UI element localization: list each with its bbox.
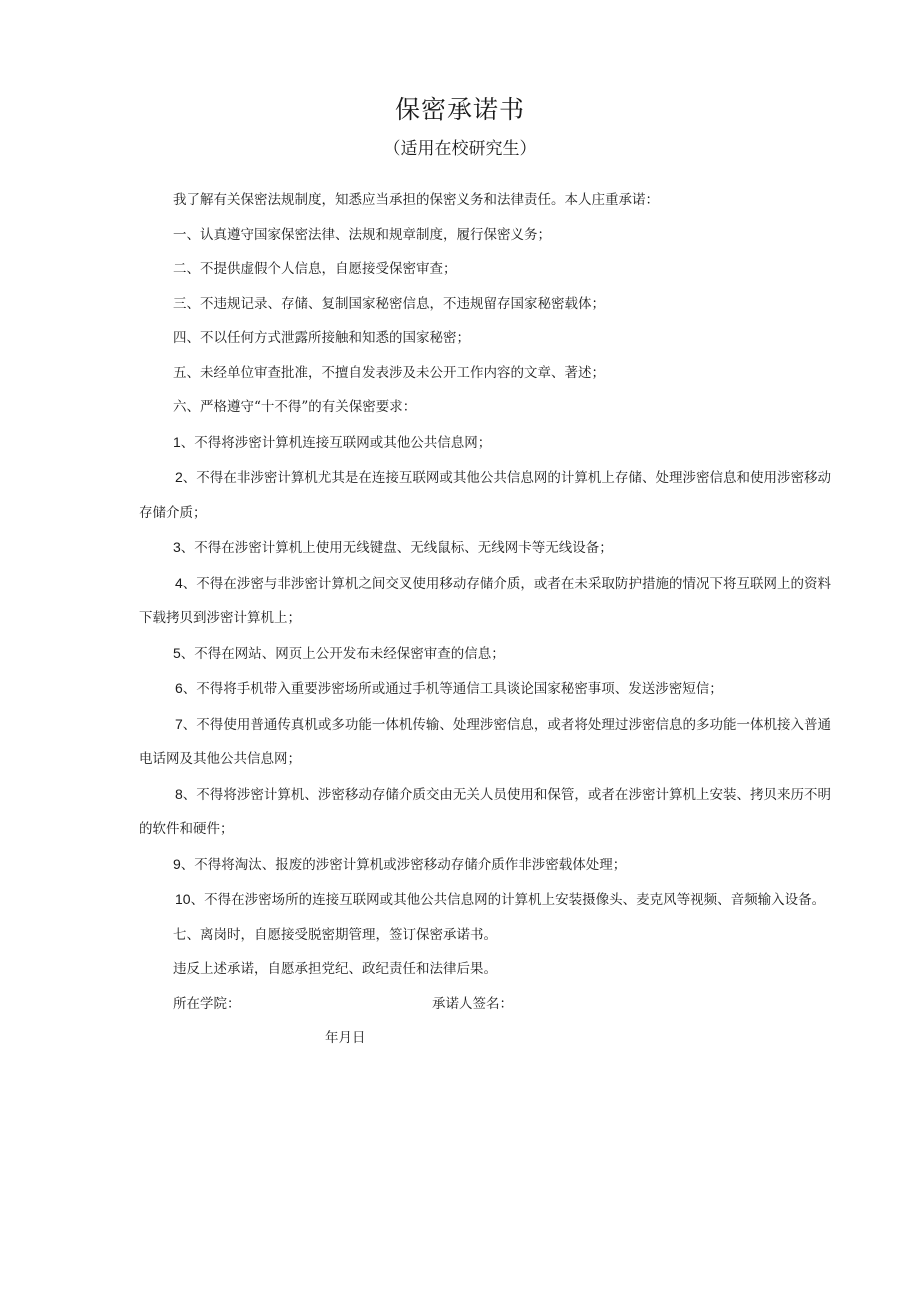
rule-text: 、不得在涉密场所的连接互联网或其他公共信息网的计算机上安装摄像头、麦克风等视频、音频输入设备。 — [190, 892, 826, 908]
date-row — [139, 1021, 831, 1056]
rule-9 — [139, 847, 831, 883]
rule-text: 、不得使用普通传真机或多功能一体机传输、处理涉密信息，或者将处理过涉密信息的多功能一体机接入普通电话网及其他公共信息网； — [139, 716, 831, 767]
rule-4 — [139, 566, 831, 636]
date-label: 年月日 — [325, 1030, 366, 1046]
item-5: 五、未经单位审查批准，不擅自发表涉及未公开工作内容的文章、著述； — [173, 364, 605, 381]
rule-6 — [139, 671, 831, 707]
intro-paragraph: 我了解有关保密法规制度，知悉应当承担的保密义务和法律责任。本人庄重承诺： — [173, 192, 659, 208]
rule-number: 6 — [175, 680, 183, 696]
rule-text: 、不得在涉密计算机上使用无线键盘、无线鼠标、无线网卡等无线设备； — [180, 540, 613, 556]
signature-row — [139, 987, 831, 1022]
item-6: 六、严格遵守“十不得”的有关保密要求： — [173, 399, 417, 415]
item-4: 四、不以任何方式泄露所接触和知悉的国家秘密； — [173, 330, 470, 346]
rule-number: 7 — [175, 715, 183, 732]
rule-number: 3 — [173, 539, 181, 555]
document-title: 保密承诺书 — [394, 95, 525, 124]
document-subtitle: （适用在校研究生） — [383, 139, 537, 159]
document-body — [139, 183, 831, 1056]
rule-text: 、不得将涉密计算机、涉密移动存储介质交由无关人员使用和保管，或者在涉密计算机上安装、拷贝来历不明的软件和硬件； — [139, 786, 831, 837]
rule-text: 、不得将涉密计算机连接互联网或其他公共信息网； — [180, 434, 492, 451]
rule-text: 、不得在涉密与非涉密计算机之间交叉使用移动存储介质，或者在未采取防护措施的情况下将互联网上的资料下载拷贝到涉密计算机上； — [139, 575, 831, 626]
rule-text: 、不得在非涉密计算机尤其是在连接互联网或其他公共信息网的计算机上存储、处理涉密信息和使用涉密移动存储介质； — [139, 470, 831, 521]
item-3: 三、不违规记录、存储、复制国家秘密信息，不违规留存国家秘密载体； — [173, 295, 605, 312]
rule-10 — [139, 882, 831, 918]
rule-1 — [139, 425, 831, 461]
signer-label: 承诺人签名： — [432, 995, 513, 1012]
rule-text: 、不得将手机带入重要涉密场所或通过手机等通信工具谈论国家秘密事项、发送涉密短信； — [182, 681, 723, 697]
rule-text: 、不得将淘汰、报废的涉密计算机或涉密移动存储介质作非涉密载体处理； — [180, 856, 627, 873]
rule-number: 5 — [173, 644, 181, 661]
rule-number: 4 — [175, 574, 183, 591]
college-label: 所在学院： — [173, 995, 241, 1012]
rule-number: 9 — [173, 855, 181, 872]
rule-text: 、不得在网站、网页上公开发布未经保密审查的信息； — [180, 645, 505, 662]
rule-number: 1 — [173, 433, 181, 450]
item-2: 二、不提供虚假个人信息，自愿接受保密审查； — [173, 261, 457, 277]
rule-number: 10 — [175, 891, 191, 907]
closing-statement: 违反上述承诺，自愿承担党纪、政纪责任和法律后果。 — [173, 961, 497, 977]
rule-number: 8 — [175, 785, 183, 802]
rule-5 — [139, 636, 831, 672]
rule-3 — [139, 530, 831, 566]
rule-number: 2 — [175, 469, 183, 485]
item-7: 七、离岗时，自愿接受脱密期管理，签订保密承诺书。 — [173, 926, 497, 943]
item-1: 一、认真遵守国家保密法律、法规和规章制度，履行保密义务； — [173, 226, 551, 243]
rule-8 — [139, 777, 831, 847]
rule-7 — [139, 707, 831, 777]
rule-2 — [139, 460, 831, 530]
